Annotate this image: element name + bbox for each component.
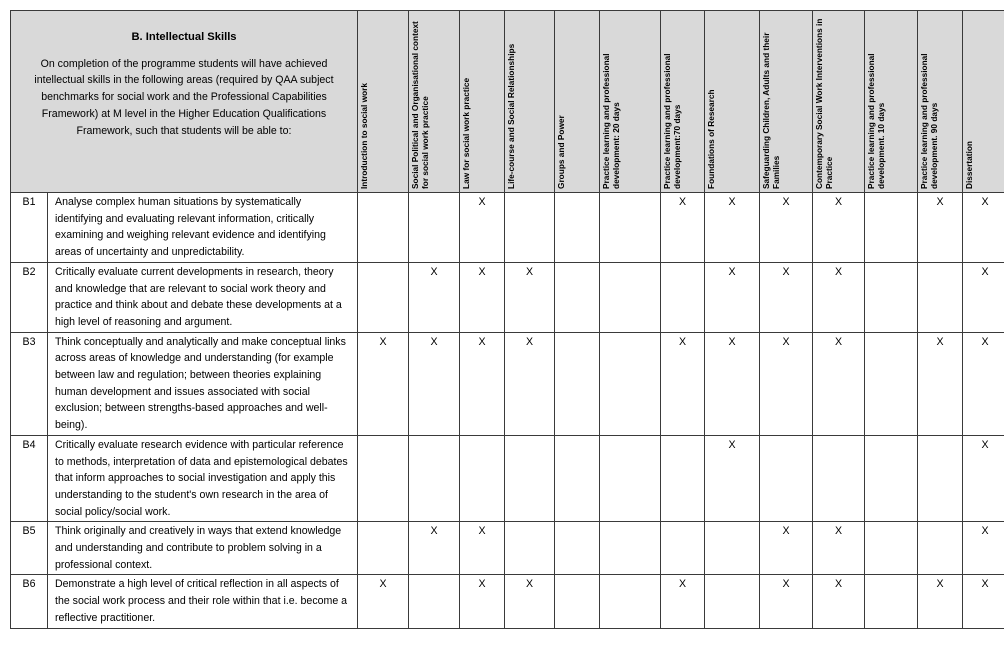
mapping-cell bbox=[705, 575, 760, 628]
mapping-cell: X bbox=[963, 193, 1004, 263]
column-header-label: Safeguarding Children, Adults and their Families bbox=[761, 32, 781, 189]
mapping-cell bbox=[555, 435, 600, 522]
mapping-cell: X bbox=[358, 575, 409, 628]
column-header-label: Social Political and Organisational context for social work practice bbox=[410, 21, 430, 189]
mapping-cell bbox=[600, 575, 661, 628]
outcome-description: Analyse complex human situations by systematically identifying and evaluating relevant information, critically examining and weighing relevant evidence and identifying areas of uncertainty and unpredictability. bbox=[48, 193, 358, 263]
table-row bbox=[11, 435, 1004, 522]
mapping-cell: X bbox=[760, 262, 813, 332]
mapping-cell: X bbox=[705, 435, 760, 522]
mapping-cell bbox=[865, 575, 918, 628]
column-header bbox=[705, 11, 760, 193]
mapping-cell: X bbox=[963, 262, 1004, 332]
column-header-label: Foundations of Research bbox=[706, 89, 716, 189]
column-header-label: Dissertation bbox=[964, 141, 974, 189]
column-header-label: Groups and Power bbox=[556, 115, 566, 189]
mapping-cell: X bbox=[918, 575, 963, 628]
mapping-cell bbox=[505, 435, 555, 522]
mapping-cell bbox=[865, 262, 918, 332]
mapping-cell bbox=[358, 262, 409, 332]
column-header bbox=[505, 11, 555, 193]
mapping-cell: X bbox=[918, 193, 963, 263]
mapping-cell bbox=[865, 522, 918, 575]
column-header-label: Practice learning and professional development:70 days bbox=[662, 53, 682, 189]
mapping-cell bbox=[555, 332, 600, 435]
section-header-cell bbox=[11, 11, 358, 193]
mapping-cell: X bbox=[460, 332, 505, 435]
table-body bbox=[11, 193, 1004, 629]
column-header bbox=[918, 11, 963, 193]
column-header-label: Practice learning and professional development. 90 days bbox=[919, 53, 939, 189]
table-row bbox=[11, 332, 1004, 435]
section-intro: On completion of the programme students will have achieved intellectual skills in the following areas (required by QAA subject benchmarks for social work and the Professional Capabilities Framework) at M level in the Higher Education Qualifications Framework, such that students will be able to: bbox=[34, 57, 334, 137]
mapping-cell: X bbox=[813, 332, 865, 435]
column-header bbox=[661, 11, 705, 193]
outcome-description: Demonstrate a high level of critical reflection in all aspects of the social work process and their role within that i.e. become a reflective practitioner. bbox=[48, 575, 358, 628]
mapping-cell: X bbox=[813, 575, 865, 628]
mapping-cell bbox=[358, 193, 409, 263]
intellectual-skills-table bbox=[10, 10, 1004, 629]
outcome-code: B5 bbox=[11, 522, 48, 575]
mapping-cell bbox=[661, 435, 705, 522]
mapping-cell: X bbox=[409, 332, 460, 435]
mapping-cell: X bbox=[963, 332, 1004, 435]
mapping-cell bbox=[460, 435, 505, 522]
outcome-code: B3 bbox=[11, 332, 48, 435]
mapping-cell bbox=[918, 435, 963, 522]
mapping-cell: X bbox=[409, 522, 460, 575]
mapping-cell bbox=[505, 522, 555, 575]
mapping-cell: X bbox=[813, 522, 865, 575]
outcome-description: Critically evaluate research evidence with particular reference to methods, interpretation of data and epistemological debates that inform approaches to social investigation and apply this understanding to the student's own research in the area of social policy/social work. bbox=[48, 435, 358, 522]
outcome-code: B6 bbox=[11, 575, 48, 628]
mapping-cell bbox=[600, 435, 661, 522]
column-header bbox=[460, 11, 505, 193]
mapping-cell bbox=[505, 193, 555, 263]
column-header bbox=[358, 11, 409, 193]
mapping-cell: X bbox=[460, 193, 505, 263]
column-header bbox=[865, 11, 918, 193]
outcome-description: Critically evaluate current developments in research, theory and knowledge that are relevant to social work theory and practice and think about and debate these developments at a high level of reasoning and argument. bbox=[48, 262, 358, 332]
mapping-cell: X bbox=[705, 262, 760, 332]
column-header bbox=[600, 11, 661, 193]
mapping-cell bbox=[358, 522, 409, 575]
table-row bbox=[11, 575, 1004, 628]
mapping-cell: X bbox=[705, 332, 760, 435]
outcome-description: Think originally and creatively in ways that extend knowledge and understanding and contribute to problem solving in a professional context. bbox=[48, 522, 358, 575]
outcome-code: B4 bbox=[11, 435, 48, 522]
column-header bbox=[409, 11, 460, 193]
column-header-label: Contemporary Social Work Interventions in Practice bbox=[814, 18, 834, 189]
mapping-cell: X bbox=[918, 332, 963, 435]
mapping-cell bbox=[918, 522, 963, 575]
mapping-cell bbox=[865, 435, 918, 522]
mapping-cell bbox=[600, 262, 661, 332]
mapping-cell: X bbox=[505, 332, 555, 435]
mapping-cell: X bbox=[460, 575, 505, 628]
column-header bbox=[760, 11, 813, 193]
mapping-cell: X bbox=[963, 522, 1004, 575]
mapping-cell bbox=[555, 193, 600, 263]
column-header-label: Life-course and Social Relationships bbox=[506, 43, 516, 189]
mapping-cell: X bbox=[460, 262, 505, 332]
mapping-cell: X bbox=[505, 575, 555, 628]
mapping-cell: X bbox=[760, 332, 813, 435]
mapping-cell: X bbox=[409, 262, 460, 332]
mapping-cell bbox=[555, 575, 600, 628]
mapping-cell: X bbox=[358, 332, 409, 435]
mapping-cell: X bbox=[760, 522, 813, 575]
table-row bbox=[11, 522, 1004, 575]
column-header bbox=[963, 11, 1004, 193]
section-title: B. Intellectual Skills bbox=[131, 31, 237, 43]
mapping-cell bbox=[358, 435, 409, 522]
column-header-label: Law for social work practice bbox=[461, 77, 471, 189]
mapping-cell bbox=[600, 522, 661, 575]
outcome-code: B1 bbox=[11, 193, 48, 263]
mapping-cell bbox=[600, 193, 661, 263]
mapping-cell bbox=[555, 262, 600, 332]
mapping-cell bbox=[409, 435, 460, 522]
mapping-cell bbox=[555, 522, 600, 575]
mapping-cell: X bbox=[661, 332, 705, 435]
column-header-label: Introduction to social work bbox=[359, 82, 369, 189]
mapping-cell bbox=[705, 522, 760, 575]
mapping-cell: X bbox=[505, 262, 555, 332]
mapping-cell bbox=[409, 575, 460, 628]
outcome-code: B2 bbox=[11, 262, 48, 332]
column-header-label: Practice learning and professional development. 10 days bbox=[866, 53, 886, 189]
mapping-cell: X bbox=[963, 435, 1004, 522]
header-row bbox=[11, 11, 1004, 193]
mapping-cell: X bbox=[760, 575, 813, 628]
mapping-cell bbox=[760, 435, 813, 522]
mapping-cell bbox=[661, 262, 705, 332]
mapping-cell bbox=[600, 332, 661, 435]
mapping-cell: X bbox=[813, 193, 865, 263]
column-header-label: Practice learning and professional development: 20 days bbox=[601, 53, 621, 189]
mapping-cell bbox=[813, 435, 865, 522]
table-row bbox=[11, 193, 1004, 263]
mapping-cell bbox=[865, 332, 918, 435]
table-row bbox=[11, 262, 1004, 332]
mapping-cell: X bbox=[760, 193, 813, 263]
column-header bbox=[555, 11, 600, 193]
mapping-cell bbox=[865, 193, 918, 263]
mapping-cell: X bbox=[661, 575, 705, 628]
mapping-cell bbox=[661, 522, 705, 575]
mapping-cell: X bbox=[705, 193, 760, 263]
outcome-description: Think conceptually and analytically and make conceptual links across areas of knowledge and understanding (for example between law and regulation; between theories explaining human development and issues associated with social exclusion; between strengths-based approaches and well-being). bbox=[48, 332, 358, 435]
mapping-cell: X bbox=[661, 193, 705, 263]
mapping-cell bbox=[409, 193, 460, 263]
column-header bbox=[813, 11, 865, 193]
mapping-cell bbox=[918, 262, 963, 332]
mapping-cell: X bbox=[963, 575, 1004, 628]
mapping-cell: X bbox=[460, 522, 505, 575]
mapping-cell: X bbox=[813, 262, 865, 332]
